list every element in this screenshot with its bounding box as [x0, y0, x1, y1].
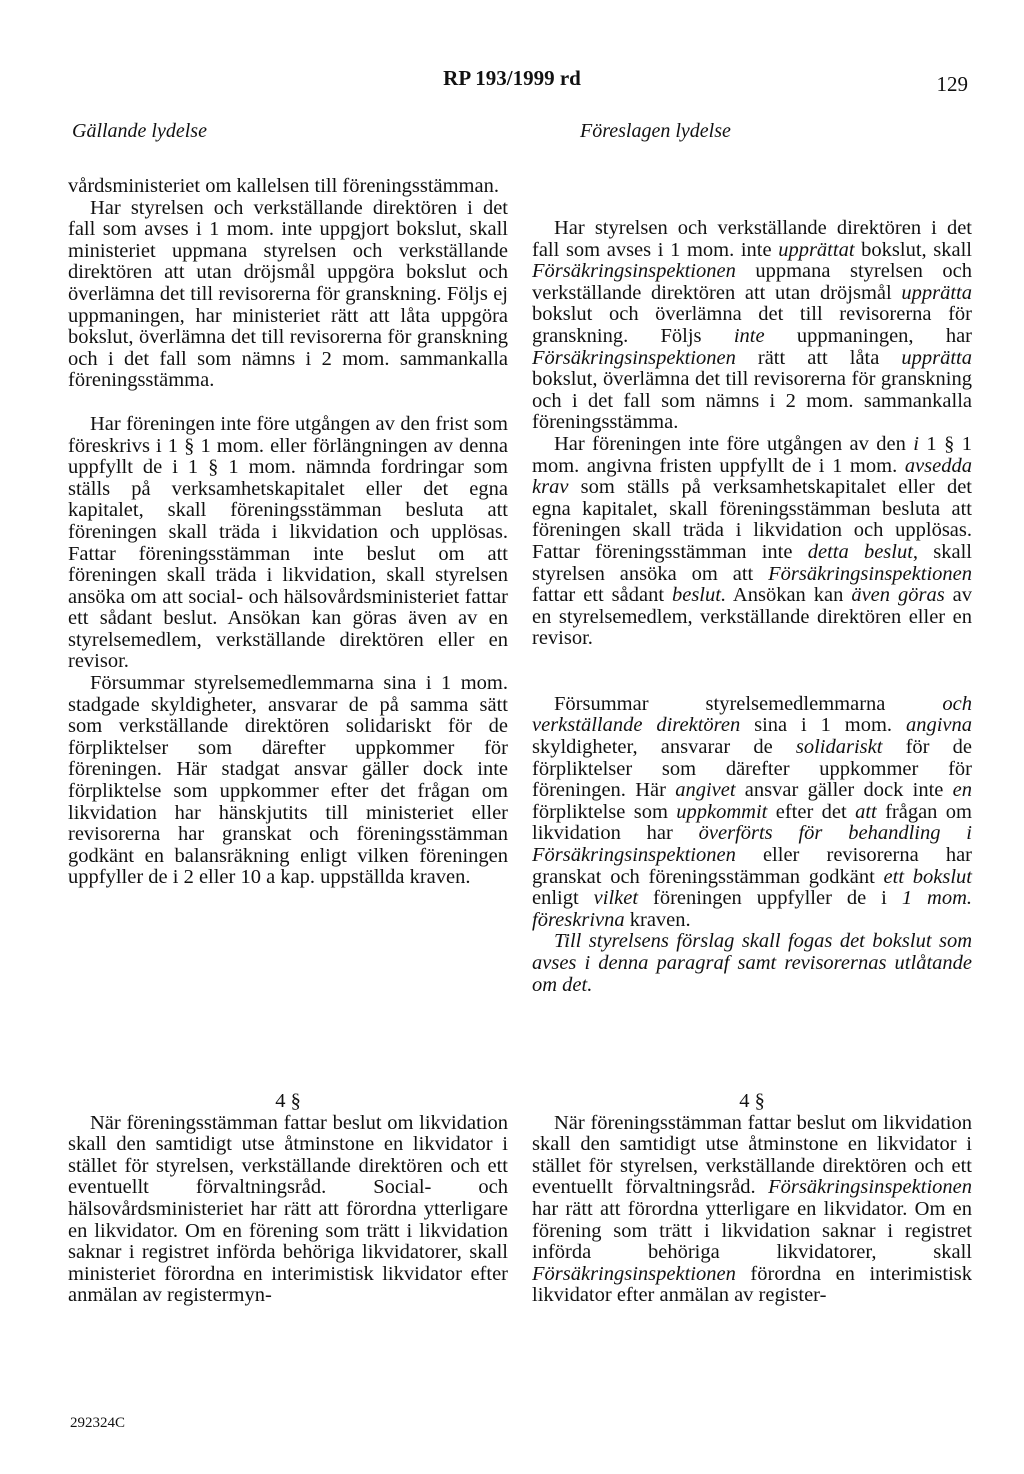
proposed-wording-column — [532, 218, 972, 996]
paragraph: Försummar styrelsemedlemmarna sina i 1 mom. stadgade skyldigheter, ansvarar de på samma sätt som verkställande direktören solidariskt för de förpliktelser som därefter uppkommer för föreningen. Här stadgat ansvar gäller dock inte förpliktelse som uppkommer efter det frågan om likvidation har hänskjutits till ministeriet eller revisorerna har granskat och föreningsstämman godkänt en balansräkning enligt vilken föreningen uppfyller de i 2 eller 10 a kap. uppställda kraven. — [68, 672, 508, 889]
paragraph: Har styrelsen och verkställande direktören i det fall som avses i 1 mom. inte uppgjort bokslut, skall ministeriet uppmana styrelsen och verkställande direktören att utan dröjsmål uppgöra bokslut och överlämna det till revisorerna för granskning. Följs ej uppmaningen, har ministeriet rätt att låta uppgöra bokslut, överlämna det till revisorerna för granskning och i det fall som nämns i 2 mom. sammankalla föreningsstämma. — [68, 196, 508, 392]
proposed-wording-heading: Föreslagen lydelse — [580, 120, 731, 142]
paragraph: Har föreningen inte före utgången av den i 1 § 1 mom. angivna fristen uppfyllt de i 1 mom. avsedda krav som ställs på verksamhetskapitalet eller det egna kapitalet, skall föreningsstämman besluta att föreningen skall träda i likvidation och upplösas. Fattar föreningsstämman inte detta beslut, skall styrelsen ansöka om att Försäkringsinspektionen fattar ett sådant beslut. Ansökan kan även göras av en styrelsemedlem, verkställande direktören eller en revisor. — [532, 432, 973, 650]
proposed-section-4 — [532, 1091, 972, 1307]
current-section-4 — [68, 1091, 508, 1307]
paragraph: Har styrelsen och verkställande direktören i det fall som avses i 1 mom. inte upprättat bokslut, skall Försäkringsinspektionen uppmana styrelsen och verkställande direktören att utan dröjsmål upprätta bokslut och överlämna det till revisorerna för granskning. Följs inte uppmaningen, har Försäkringsinspektionen rätt att låta upprätta bokslut, överlämna det till revisorerna för granskning och i det fall som nämns i 2 mom. sammankalla föreningsstämma. — [532, 217, 973, 434]
page-number: 129 — [936, 72, 968, 96]
current-wording-heading: Gällande lydelse — [72, 120, 207, 142]
paragraph: När föreningsstämman fattar beslut om likvidation skall den samtidigt utse åtminstone en likvidator i stället för styrelsen, verkställande direktören och ett eventuellt förvaltningsråd. Försäkringsinspektionen har rätt att förordna ytterligare en likvidator. Om en förening som trätt i likvidation saknar i registret införda behöriga likvidatorer, skall Försäkringsinspektionen förordna en interimistisk likvidator efter anmälan av register- — [532, 1111, 972, 1307]
section-heading: 4 § — [275, 1090, 301, 1112]
paragraph: När föreningsstämman fattar beslut om likvidation skall den samtidigt utse åtminstone en likvidator i stället för styrelsen, verkställande direktören och ett eventuellt förvaltningsråd. Social- och hälsovårdsministeriet har rätt att förordna ytterligare en likvidator. Om en förening som trätt i likvidation saknar i registret införda behöriga likvidatorer, skall ministeriet förordna en interimistisk likvidator efter anmälan av registermyn- — [68, 1111, 508, 1307]
paragraph: Har föreningen inte före utgången av den frist som föreskrivs i 1 § 1 mom. eller förlängningen av denna uppfyllt de i 1 § 1 mom. nämnda fordringar som ställs på verksamhetskapitalet eller det egna kapitalet, skall föreningsstämman besluta att föreningen skall träda i likvidation och upplösas. Fattar föreningsstämman inte beslut om att föreningen skall träda i likvidation, skall styrelsen ansöka om att social- och hälsovårdsministeriet fattar ett sådant beslut. Ansökan kan göras även av en styrelsemedlem, verkställande direktören eller en revisor. — [68, 412, 508, 673]
section-heading: 4 § — [739, 1090, 765, 1112]
current-wording-column — [68, 176, 508, 889]
paragraph: vårdsministeriet om kallelsen till föreningsstämman. — [68, 175, 499, 197]
paragraph: Försummar styrelsemedlemmarna och verkställande direktören sina i 1 mom. angivna skyldigheter, ansvarar de solidariskt för de förpliktelser som därefter uppkommer för föreningen. Här angivet ansvar gäller dock inte en förpliktelse som uppkommit efter det att frågan om likvidation har överförts för behandling i Försäkringsinspektionen eller revisorerna har granskat och föreningsstämman godkänt ett bokslut enligt vilket föreningen uppfyller de i 1 mom. föreskrivna kraven. — [532, 692, 973, 931]
paragraph: Till styrelsens förslag skall fogas det bokslut som avses i denna paragraf samt revisorernas utlåtande om det. — [532, 930, 972, 996]
print-code: 292324C — [70, 1415, 126, 1431]
document-id: RP 193/1999 rd — [443, 66, 581, 90]
